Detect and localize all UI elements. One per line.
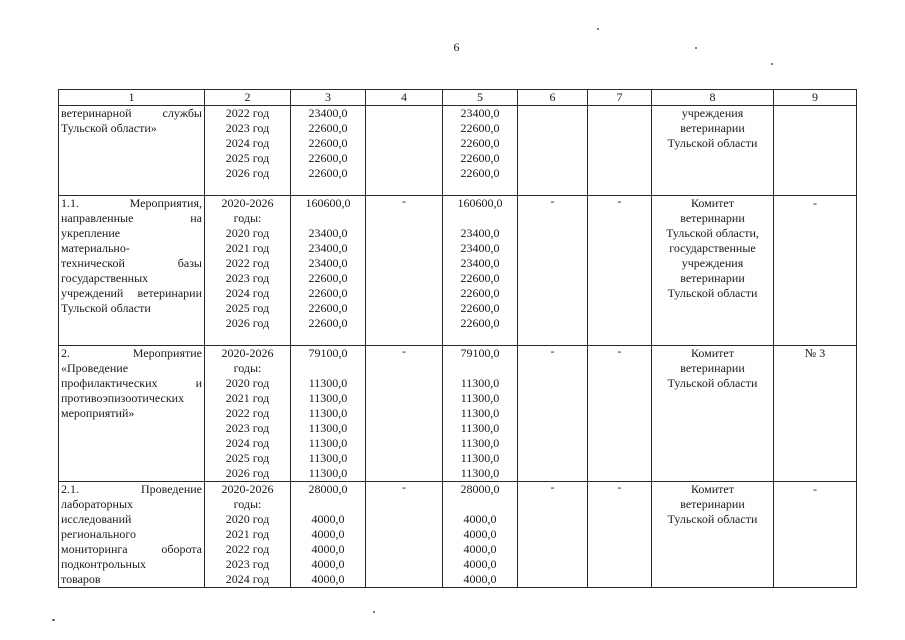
years-line: 2025 год <box>225 451 270 465</box>
name_lines-line: укрепление <box>61 226 121 240</box>
scan-speck <box>597 28 599 30</box>
col8-line: Тульской области, <box>666 226 759 240</box>
col8-line: ветеринарии <box>680 497 745 511</box>
col3-line: 4000,0 <box>311 527 345 541</box>
col5-line: 22600,0 <box>460 271 500 285</box>
col7-value <box>590 106 649 121</box>
col3-line: 22600,0 <box>308 121 348 135</box>
table-row <box>59 482 857 588</box>
name_lines-line: профилактических и <box>61 376 202 390</box>
col6-value <box>520 106 585 121</box>
program-table <box>58 89 857 588</box>
col3-line: 22600,0 <box>308 286 348 300</box>
col3-line: 23400,0 <box>308 241 348 255</box>
col5-line <box>445 211 515 226</box>
col5-line: 11300,0 <box>460 436 500 450</box>
years-line: 2020-2026 <box>221 196 274 210</box>
name_lines-line: регионального <box>61 527 137 541</box>
years-line: 2026 год <box>225 466 270 480</box>
col3-line <box>293 497 363 512</box>
col4-value: - <box>402 481 406 494</box>
years-line: 2025 год <box>225 151 270 165</box>
cell-col3 <box>291 346 366 482</box>
col3-line: 11300,0 <box>308 406 348 420</box>
table-row <box>59 196 857 346</box>
years-line: 2023 год <box>225 121 270 135</box>
cell-col7 <box>588 482 652 588</box>
col8-line: ветеринарии <box>680 121 745 135</box>
col5-line: 4000,0 <box>463 527 497 541</box>
col3-line: 11300,0 <box>308 421 348 435</box>
cell-col6 <box>518 106 588 196</box>
years-line: 2020-2026 <box>221 346 274 360</box>
years-line: 2021 год <box>225 391 270 405</box>
years-line: 2023 год <box>225 271 270 285</box>
header-cell: 2 <box>205 90 291 106</box>
cell-name_lines <box>59 106 205 196</box>
name_lines-line: материально- <box>61 241 130 255</box>
years-line: 2021 год <box>225 527 270 541</box>
col8-line: учреждения <box>681 256 744 270</box>
cell-col9 <box>774 482 857 588</box>
col8-line: Комитет <box>690 196 734 210</box>
years-line: 2020 год <box>225 376 270 390</box>
col6-value: - <box>550 481 555 494</box>
col5-line <box>445 497 515 512</box>
col8-line: Тульской области <box>667 136 758 150</box>
col3-line: 11300,0 <box>308 466 348 480</box>
cell-years <box>205 346 291 482</box>
years-line: 2025 год <box>225 301 270 315</box>
table-row <box>59 106 857 196</box>
years-line: годы: <box>233 361 262 375</box>
years-line: 2023 год <box>225 421 270 435</box>
years-line: 2024 год <box>225 436 270 450</box>
cell-col3 <box>291 482 366 588</box>
col5-line: 22600,0 <box>460 136 500 150</box>
cell-col6 <box>518 196 588 346</box>
col3-line: 11300,0 <box>308 376 348 390</box>
col3-line: 23400,0 <box>308 106 348 120</box>
col5-line: 160600,0 <box>457 196 503 210</box>
cell-col9 <box>774 346 857 482</box>
cell-col5 <box>443 482 518 588</box>
name_lines-line: мероприятий» <box>61 406 135 420</box>
name_lines-line: подконтрольных <box>61 557 147 571</box>
years-line: 2024 год <box>225 136 270 150</box>
name_lines-line: Тульской области» <box>61 121 157 135</box>
col3-line: 22600,0 <box>308 316 348 330</box>
name_lines-line: товаров <box>61 572 101 586</box>
col6-value: - <box>550 345 555 358</box>
header-cell: 7 <box>588 90 652 106</box>
years-line: 2020-2026 <box>221 482 274 496</box>
col3-line: 22600,0 <box>308 301 348 315</box>
col5-line: 22600,0 <box>460 286 500 300</box>
col5-line: 11300,0 <box>460 421 500 435</box>
header-row <box>59 90 857 106</box>
cell-col4 <box>366 106 443 196</box>
cell-col5 <box>443 106 518 196</box>
col9-value: № 3 <box>804 346 826 360</box>
cell-col7 <box>588 346 652 482</box>
cell-name_lines <box>59 482 205 588</box>
col8-line: государственные <box>669 241 756 255</box>
cell-col9 <box>774 196 857 346</box>
col3-line <box>293 211 363 226</box>
years-line: 2021 год <box>225 241 270 255</box>
cell-name_lines <box>59 346 205 482</box>
header-cell: 6 <box>518 90 588 106</box>
col3-line: 22600,0 <box>308 166 348 180</box>
col5-line: 79100,0 <box>460 346 500 360</box>
name_lines-line: противоэпизоотических <box>61 391 185 405</box>
years-line: 2020 год <box>225 512 270 526</box>
cell-col8 <box>652 482 774 588</box>
col4-value: - <box>402 195 406 208</box>
col3-line: 22600,0 <box>308 151 348 165</box>
col7-value: - <box>617 195 622 208</box>
col3-line: 4000,0 <box>311 542 345 556</box>
col8-line: Тульской области <box>667 512 758 526</box>
name_lines-line: 1.1. Мероприятия, <box>61 196 202 210</box>
col8-line: учреждения <box>681 106 744 120</box>
years-line: 2026 год <box>225 316 270 330</box>
cell-col7 <box>588 106 652 196</box>
col9-value <box>776 106 854 121</box>
cell-years <box>205 106 291 196</box>
years-line: 2022 год <box>225 542 270 556</box>
name_lines-line: Тульской области <box>61 301 151 315</box>
col3-line: 22600,0 <box>308 136 348 150</box>
col5-line: 11300,0 <box>460 391 500 405</box>
header-cell: 3 <box>291 90 366 106</box>
col8-line: ветеринарии <box>680 271 745 285</box>
col5-line: 22600,0 <box>460 301 500 315</box>
col5-line: 4000,0 <box>463 542 497 556</box>
col5-line: 11300,0 <box>460 406 500 420</box>
name_lines-line: 2. Мероприятие <box>61 346 202 360</box>
cell-col8 <box>652 196 774 346</box>
col3-line: 23400,0 <box>308 226 348 240</box>
scan-speck <box>771 63 773 65</box>
col5-line: 23400,0 <box>460 256 500 270</box>
name_lines-line: лабораторных <box>61 497 134 511</box>
cell-name_lines <box>59 196 205 346</box>
years-line: 2026 год <box>225 166 270 180</box>
cell-col6 <box>518 482 588 588</box>
years-line: 2020 год <box>225 226 270 240</box>
name_lines-line: 2.1. Проведение <box>61 482 202 496</box>
col5-line: 11300,0 <box>460 466 500 480</box>
name_lines-line: технической базы <box>61 256 202 270</box>
col3-line <box>293 361 363 376</box>
col8-line: Комитет <box>690 346 734 360</box>
scan-speck <box>52 619 55 621</box>
col8-line: Комитет <box>690 482 734 496</box>
cell-years <box>205 482 291 588</box>
years-line: 2024 год <box>225 572 270 586</box>
col4-value: - <box>402 345 406 358</box>
col8-line: ветеринарии <box>680 211 745 225</box>
col5-line: 23400,0 <box>460 226 500 240</box>
col8-line: Тульской области <box>667 376 758 390</box>
col5-line: 22600,0 <box>460 316 500 330</box>
col5-line <box>445 361 515 376</box>
col3-line: 11300,0 <box>308 451 348 465</box>
col5-line: 23400,0 <box>460 241 500 255</box>
scan-speck <box>373 611 375 613</box>
cell-col4 <box>366 482 443 588</box>
cell-col4 <box>366 196 443 346</box>
header-cell: 1 <box>59 90 205 106</box>
col6-value: - <box>550 195 555 208</box>
col5-line: 4000,0 <box>463 557 497 571</box>
cell-col5 <box>443 346 518 482</box>
col5-line: 23400,0 <box>460 106 500 120</box>
col3-line: 22600,0 <box>308 271 348 285</box>
cell-col3 <box>291 106 366 196</box>
col4-value <box>368 106 440 121</box>
col3-line: 160600,0 <box>305 196 351 210</box>
cell-col3 <box>291 196 366 346</box>
table-row <box>59 346 857 482</box>
years-line: годы: <box>233 497 262 511</box>
years-line: 2023 год <box>225 557 270 571</box>
name_lines-line: государственных <box>61 271 149 285</box>
cell-col8 <box>652 346 774 482</box>
col5-line: 22600,0 <box>460 121 500 135</box>
col3-line: 4000,0 <box>311 512 345 526</box>
cell-col4 <box>366 346 443 482</box>
years-line: 2022 год <box>225 106 270 120</box>
col3-line: 79100,0 <box>308 346 348 360</box>
col9-value: - <box>813 482 817 496</box>
col5-line: 11300,0 <box>460 376 500 390</box>
col5-line: 4000,0 <box>463 572 497 586</box>
cell-col6 <box>518 346 588 482</box>
cell-col5 <box>443 196 518 346</box>
name_lines-line: ветеринарной службы <box>61 106 202 120</box>
cell-col9 <box>774 106 857 196</box>
cell-col7 <box>588 196 652 346</box>
header-cell: 4 <box>366 90 443 106</box>
years-line: годы: <box>233 211 262 225</box>
col3-line: 4000,0 <box>311 557 345 571</box>
col3-line: 11300,0 <box>308 436 348 450</box>
col7-value: - <box>617 345 622 358</box>
header-cell: 5 <box>443 90 518 106</box>
header-cell: 9 <box>774 90 857 106</box>
name_lines-line: мониторинга оборота <box>61 542 202 556</box>
col8-line: Тульской области <box>667 286 758 300</box>
cell-years <box>205 196 291 346</box>
col8-line: ветеринарии <box>680 361 745 375</box>
col3-line: 23400,0 <box>308 256 348 270</box>
years-line: 2024 год <box>225 286 270 300</box>
col5-line: 11300,0 <box>460 451 500 465</box>
col7-value: - <box>617 481 622 494</box>
col5-line: 28000,0 <box>460 482 500 496</box>
scan-speck <box>695 47 697 49</box>
name_lines-line: направленные на <box>61 211 202 225</box>
page-number: 6 <box>453 40 460 54</box>
header-cell: 8 <box>652 90 774 106</box>
name_lines-line: исследований <box>61 512 132 526</box>
name_lines-line: учреждений ветеринарии <box>61 286 202 300</box>
years-line: 2022 год <box>225 406 270 420</box>
col5-line: 4000,0 <box>463 512 497 526</box>
col9-value: - <box>813 196 817 210</box>
cell-col8 <box>652 106 774 196</box>
col3-line: 4000,0 <box>311 572 345 586</box>
years-line: 2022 год <box>225 256 270 270</box>
col5-line: 22600,0 <box>460 151 500 165</box>
col3-line: 11300,0 <box>308 391 348 405</box>
col5-line: 22600,0 <box>460 166 500 180</box>
name_lines-line: «Проведение <box>61 361 129 375</box>
col3-line: 28000,0 <box>308 482 348 496</box>
